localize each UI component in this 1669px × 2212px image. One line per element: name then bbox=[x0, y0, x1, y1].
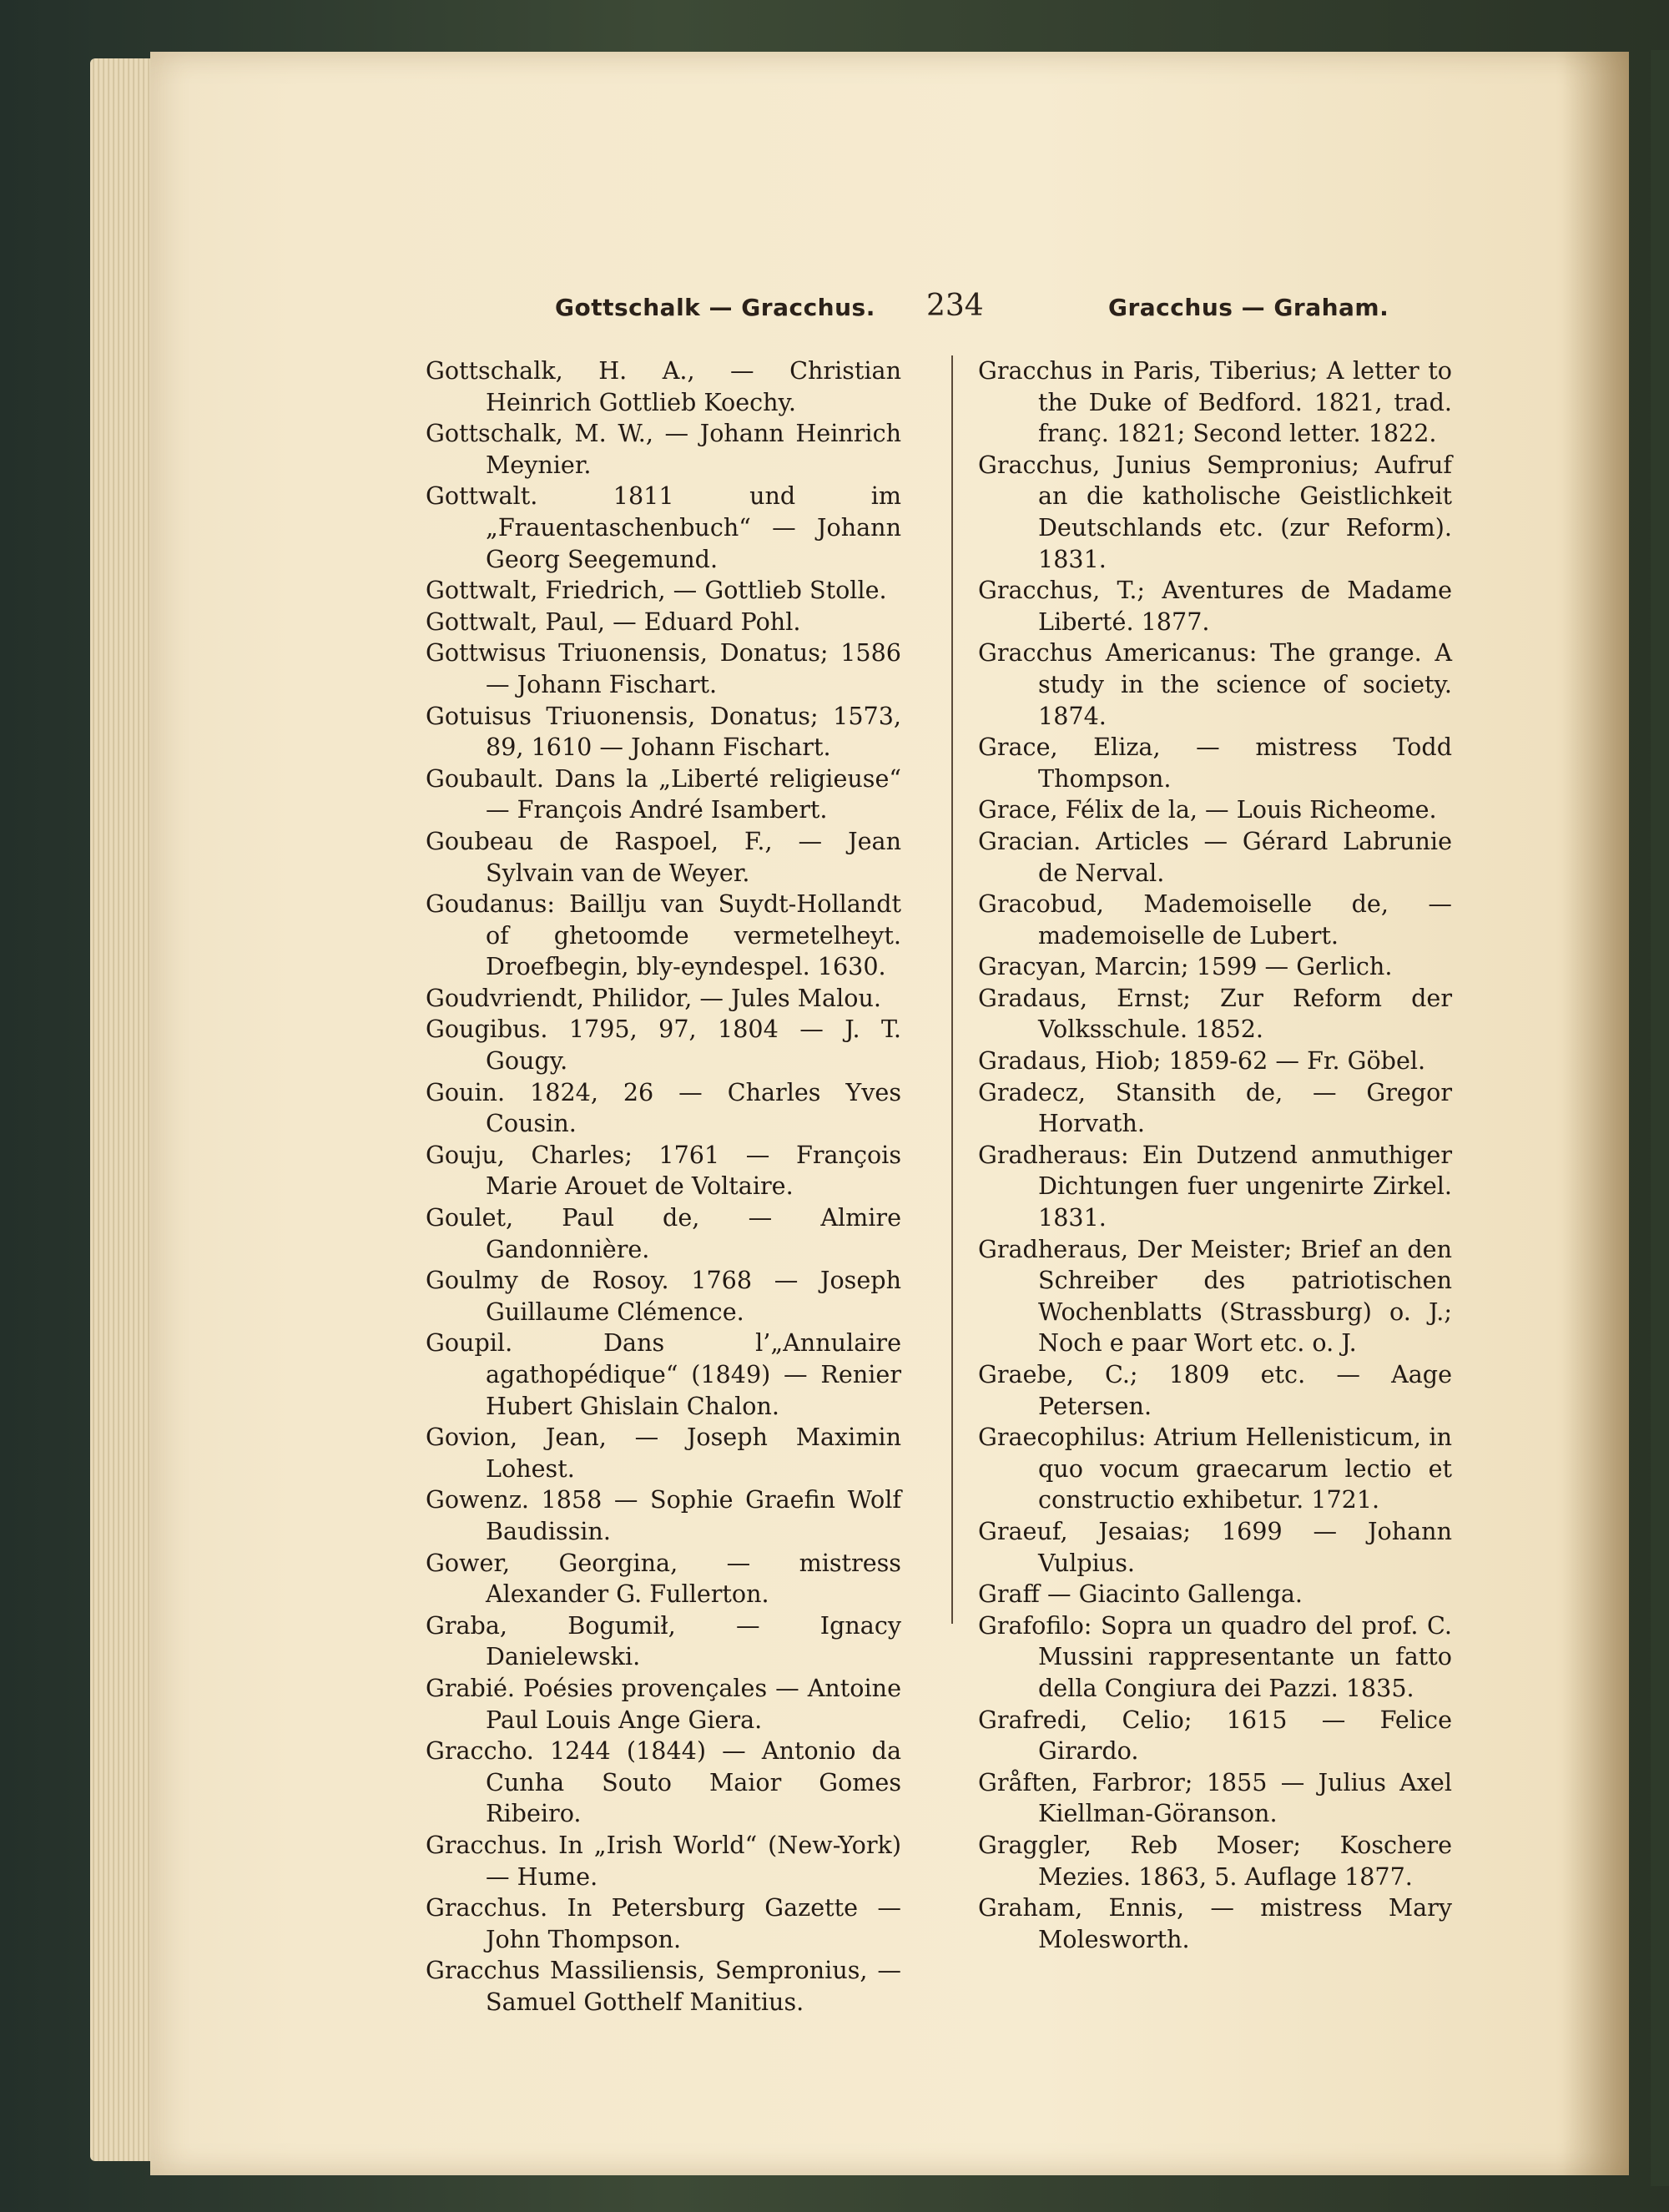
index-entry: Gracchus. In „Irish World“ (New-York) — Hume. bbox=[426, 1830, 901, 1891]
index-entry: Grabié. Poésies provençales — Antoine Paul Louis Ange Giera. bbox=[426, 1673, 901, 1734]
index-entry: Gradheraus: Ein Dutzend anmuthiger Dichtungen fuer ungenirte Zirkel. 1831. bbox=[978, 1140, 1452, 1232]
index-entry: Gracchus Massiliensis, Sempronius, — Samuel Gotthelf Manitius. bbox=[426, 1956, 901, 2016]
index-entry: Gougibus. 1795, 97, 1804 — J. T. Gougy. bbox=[426, 1015, 901, 1076]
index-entry: Graeuf, Jesaias; 1699 — Johann Vulpius. bbox=[978, 1516, 1452, 1577]
index-entry: Grace, Eliza, — mistress Todd Thompson. bbox=[978, 733, 1452, 793]
index-entry: Graba, Bogumił, — Ignacy Danielewski. bbox=[426, 1610, 901, 1671]
index-entry: Grace, Félix de la, — Louis Richeome. bbox=[978, 795, 1437, 824]
book-page bbox=[150, 52, 1629, 2175]
index-entry: Goupil. Dans l’„Annulaire agathopédique“ (1849) — Renier Hubert Ghislain Chalon. bbox=[426, 1328, 901, 1420]
index-entry: Grafredi, Celio; 1615 — Felice Girardo. bbox=[978, 1705, 1452, 1766]
header-left-range: Gottschalk — Gracchus. bbox=[555, 294, 875, 321]
index-entry: Gråften, Farbror; 1855 — Julius Axel Kiellman-Göranson. bbox=[978, 1767, 1452, 1828]
index-entry: Gracchus, T.; Aventures de Madame Liberté. 1877. bbox=[978, 576, 1452, 636]
index-entry: Graff — Giacinto Gallenga. bbox=[978, 1580, 1303, 1609]
index-entry: Gradecz, Stansith de, — Gregor Horvath. bbox=[978, 1077, 1452, 1138]
index-entry: Gouju, Charles; 1761 — François Marie Arouet de Voltaire. bbox=[426, 1140, 901, 1201]
index-entry: Graccho. 1244 (1844) — Antonio da Cunha Souto Maior Gomes Ribeiro. bbox=[426, 1736, 901, 1828]
index-entry: Gottschalk, M. W., — Johann Heinrich Meynier. bbox=[426, 419, 901, 479]
index-entry: Goudanus: Baillju van Suydt-Hollandt of ghetoomde vermetelheyt. Droefbegin, bly-eyndespel. 1630. bbox=[426, 889, 901, 981]
left-column bbox=[426, 355, 901, 2018]
index-entry: Gotuisus Triuonensis, Donatus; 1573, 89, 1610 — Johann Fischart. bbox=[426, 701, 901, 762]
index-entry: Gracchus Americanus: The grange. A study in the science of society. 1874. bbox=[978, 638, 1452, 730]
index-entry: Gouin. 1824, 26 — Charles Yves Cousin. bbox=[426, 1077, 901, 1138]
page-number: 234 bbox=[926, 289, 984, 323]
index-entry: Gowenz. 1858 — Sophie Graefin Wolf Baudissin. bbox=[426, 1485, 901, 1545]
index-entry: Gradheraus, Der Meister; Brief an den Schreiber des patriotischen Wochenblatts (Strassburg) o. J.; Noch e paar Wort etc. o. J. bbox=[978, 1234, 1452, 1358]
page-gutter-shadow bbox=[1562, 52, 1629, 2175]
index-entry: Gower, Georgina, — mistress Alexander G. Fullerton. bbox=[426, 1548, 901, 1609]
right-column bbox=[978, 355, 1452, 1955]
index-entry: Goulet, Paul de, — Almire Gandonnière. bbox=[426, 1203, 901, 1263]
index-entry: Graham, Ennis, — mistress Mary Molesworth. bbox=[978, 1893, 1452, 1953]
index-entry: Goulmy de Rosoy. 1768 — Joseph Guillaume Clémence. bbox=[426, 1266, 901, 1326]
index-entry: Gracchus, Junius Sempronius; Aufruf an die katholische Geistlichkeit Deutschlands etc. (zur Reform). 1831. bbox=[978, 450, 1452, 573]
index-entry: Graggler, Reb Moser; Koschere Mezies. 1863, 5. Auflage 1877. bbox=[978, 1830, 1452, 1891]
index-entry: Gracyan, Marcin; 1599 — Gerlich. bbox=[978, 952, 1393, 981]
index-entry: Gracchus. In Petersburg Gazette — John Thompson. bbox=[426, 1893, 901, 1953]
index-entry: Gottwalt, Friedrich, — Gottlieb Stolle. bbox=[426, 576, 887, 605]
index-entry: Gracobud, Mademoiselle de, — mademoiselle de Lubert. bbox=[978, 889, 1452, 950]
column-divider bbox=[951, 355, 953, 1624]
index-entry: Govion, Jean, — Joseph Maximin Lohest. bbox=[426, 1423, 901, 1483]
index-entry: Goubault. Dans la „Liberté religieuse“ — François André Isambert. bbox=[426, 763, 901, 824]
index-entry: Grafofilo: Sopra un quadro del prof. C. Mussini rappresentante un fatto della Congiura dei Pazzi. 1835. bbox=[978, 1610, 1452, 1702]
book-cover-edge bbox=[1651, 50, 1669, 2186]
index-entry: Gottwalt, Paul, — Eduard Pohl. bbox=[426, 607, 801, 636]
header-right-range: Gracchus — Graham. bbox=[1108, 294, 1389, 321]
index-entry: Gradaus, Hiob; 1859-62 — Fr. Göbel. bbox=[978, 1046, 1426, 1076]
index-entry: Goubeau de Raspoel, F., — Jean Sylvain van de Weyer. bbox=[426, 826, 901, 887]
index-entry: Gottwalt. 1811 und im „Frauentaschenbuch“ — Johann Georg Seegemund. bbox=[426, 481, 901, 573]
index-entry: Goudvriendt, Philidor, — Jules Malou. bbox=[426, 983, 881, 1012]
index-entry: Gradaus, Ernst; Zur Reform der Volksschule. 1852. bbox=[978, 983, 1452, 1044]
index-entry: Graecophilus: Atrium Hellenisticum, in quo vocum graecarum lectio et constructio exhibetur. 1721. bbox=[978, 1423, 1452, 1514]
index-entry: Gottwisus Triuonensis, Donatus; 1586 — Johann Fischart. bbox=[426, 638, 901, 698]
index-entry: Graebe, C.; 1809 etc. — Aage Petersen. bbox=[978, 1360, 1452, 1420]
running-header bbox=[150, 289, 1629, 327]
index-entry: Gracian. Articles — Gérard Labrunie de Nerval. bbox=[978, 826, 1452, 887]
index-entry: Gracchus in Paris, Tiberius; A letter to the Duke of Bedford. 1821, trad. franç. 1821; Second letter. 1822. bbox=[978, 356, 1452, 448]
index-entry: Gottschalk, H. A., — Christian Heinrich Gottlieb Koechy. bbox=[426, 356, 901, 416]
